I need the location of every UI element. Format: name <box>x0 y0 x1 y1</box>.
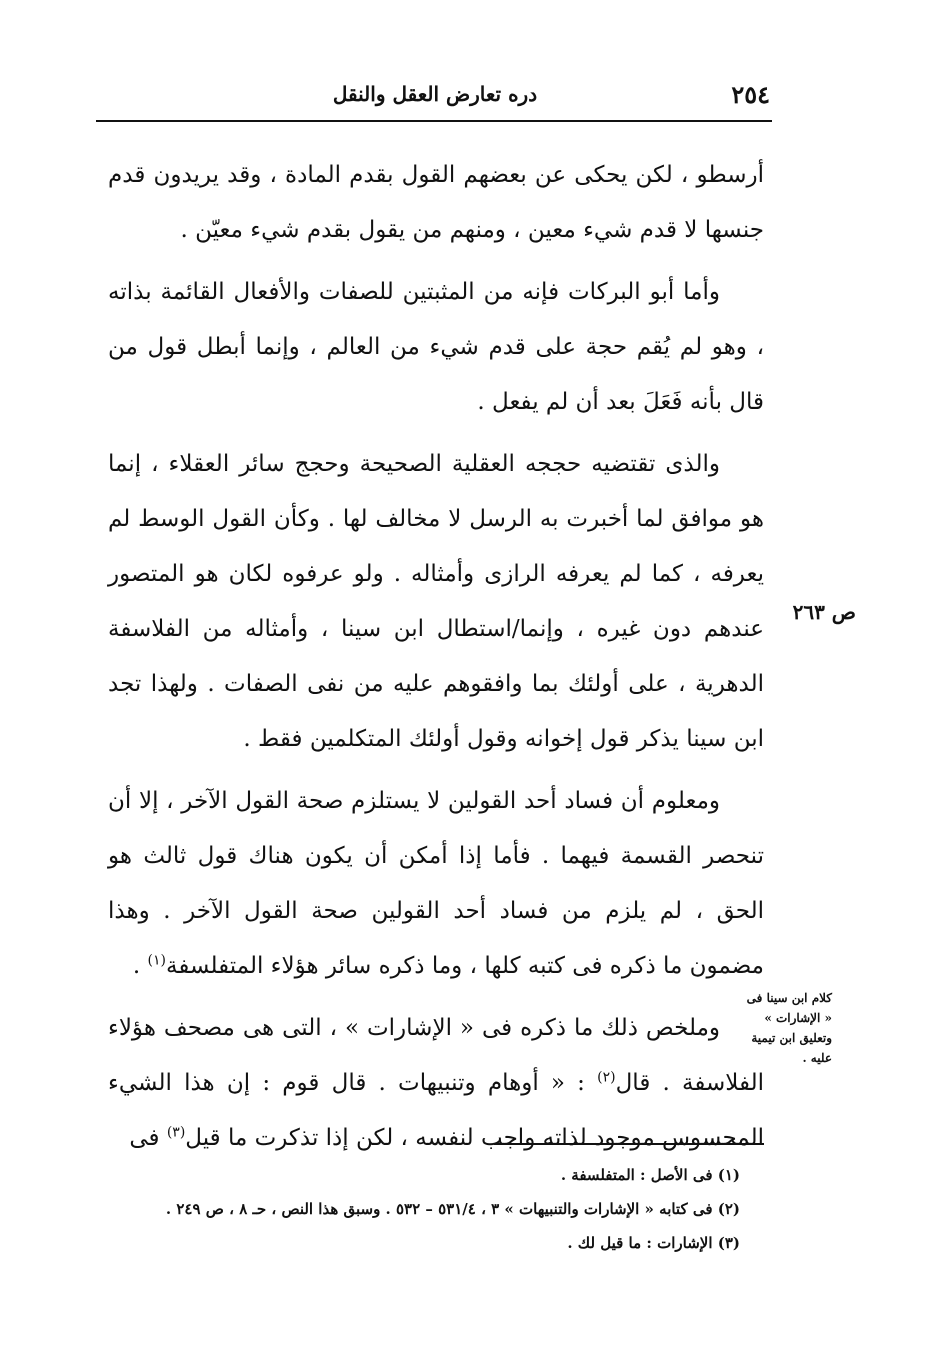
paragraph-text: والذى تقتضيه حججه العقلية الصحيحة وحجج سائر العقلاء ، إنما هو موافق لما أخبرت به الرسل لا مخالف لها . وكأن القول الوسط لم يعرفه ، كما لم يعرفه الرازى وأمثاله . ولو عرفوه لكان هو المتصور عندهم دون غيره ، وإنما/استطال ابن سينا ، وأمثاله من الفلاسفة الدهرية ، على أولئك بما وافقوهم عليه من نفى الصفات . ولهذا تجد ابن سينا يذكر قول إخوانه وقول أولئك المتكلمين فقط . <box>108 451 764 752</box>
paragraph <box>108 265 764 430</box>
paragraph <box>108 148 764 258</box>
footnote-reference: (٢) <box>597 1069 616 1086</box>
page-number: ٢٥٤ <box>731 80 770 109</box>
margin-page-reference: ص ٢٦٣ <box>792 600 856 624</box>
page-header <box>100 80 770 116</box>
paragraph-text: وأما أبو البركات فإنه من المثبتين للصفات والأفعال القائمة بذاته ، وهو لم يُقم حجة على قدم شيء من العالم ، وإنما أبطل قول من قال بأنه فَعَلَ بعد أن لم يفعل . <box>108 279 764 415</box>
paragraph-text: وملخص ذلك ما ذكره فى « الإشارات » ، التى هى مصحف هؤلاء الفلاسفة . قال <box>108 1015 765 1096</box>
body-text <box>108 148 764 1173</box>
footnotes <box>100 1158 740 1260</box>
paragraph-text: : « أوهام وتنبيهات . قال قوم : إن هذا الشيء المحسوس موجود لذاته واجب لنفسه ، لكن إذا تذكرت ما قيل <box>108 1070 764 1151</box>
footnote: (٣) الإشارات : ما قيل لك . <box>567 1234 740 1252</box>
header-rule <box>96 120 772 122</box>
paragraph <box>108 1001 764 1166</box>
paragraph-text: فى <box>129 1125 167 1151</box>
paragraph-text: ومعلوم أن فساد أحد القولين لا يستلزم صحة القول الآخر ، إلا أن تنحصر القسمة فيهما . فأما إذا أمكن أن يكون هناك قول ثالث هو الحق ، لم يلزم من فساد أحد القولين صحة القول الآخر . وهذا مضمون ما ذكره فى كتبه كلها ، وما ذكره سائر هؤلاء المتفلسفة <box>108 788 764 979</box>
footnote-rule <box>494 1143 764 1145</box>
footnote-reference: (٣) <box>166 1124 186 1141</box>
paragraph-text: . <box>132 953 148 979</box>
footnote: (١) فى الأصل : المتفلسفة . <box>560 1166 740 1184</box>
margin-topic-note: كلام ابن سينا فى « الإشارات » وتعليق ابن تيمية عليه . <box>746 991 832 1065</box>
footnote: (٢) فى كتابه « الإشارات والتنبيهات » ٣ ، ٥٣١/٤ – ٥٣٢ . وسبق هذا النص ، حـ ٨ ، ص ٢٤٩ . <box>165 1200 740 1218</box>
running-title: دره تعارض العقل والنقل <box>332 82 538 106</box>
footnote-reference: (١) <box>147 952 166 969</box>
paragraph-text: أرسطو ، لكن يحكى عن بعضهم القول بقدم المادة ، وقد يريدون قدم جنسها لا قدم شيء معين ، ومنهم من يقول بقدم شيء معيّن . <box>108 162 764 243</box>
paragraph <box>108 774 764 994</box>
paragraph <box>108 437 764 767</box>
